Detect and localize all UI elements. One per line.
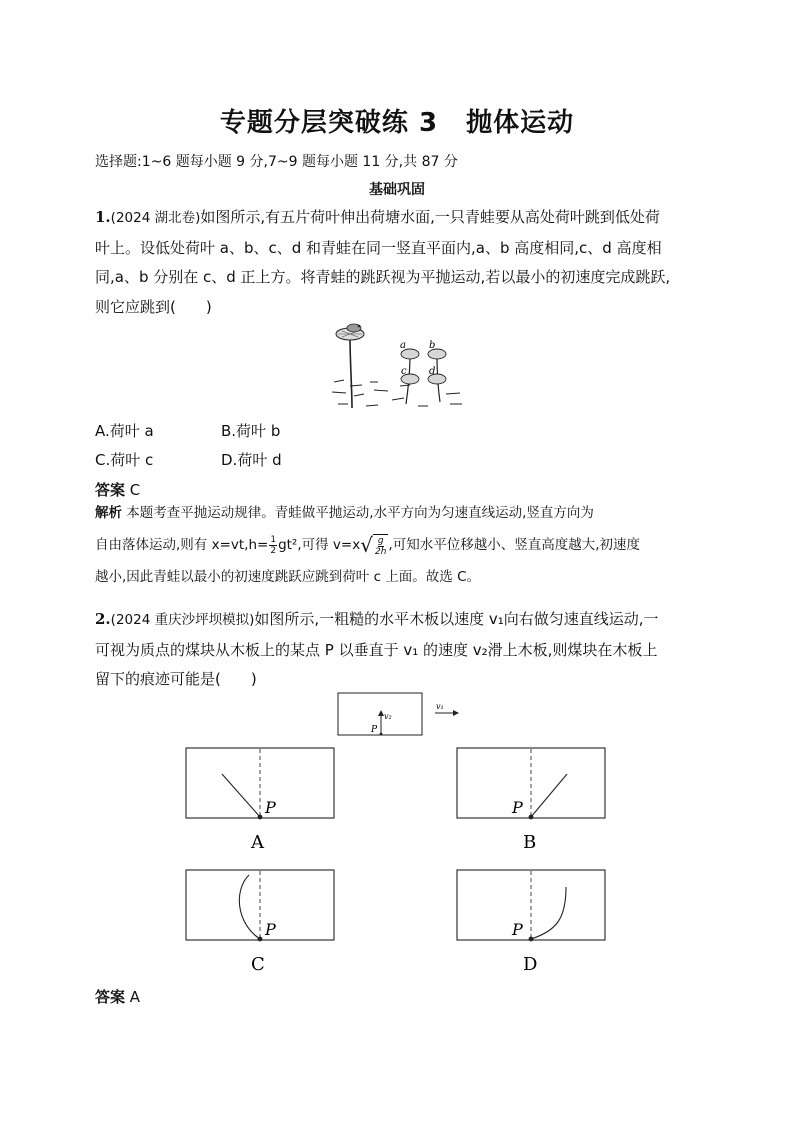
svg-text:P: P: [265, 920, 276, 939]
question-2: [95, 605, 699, 695]
svg-text:C: C: [251, 954, 265, 975]
page-title: [0, 102, 794, 139]
frog-icon: [347, 324, 361, 332]
q2-line-2: 可视为质点的煤块从木板上的某点 P 以垂直于 v₁ 的速度 v₂滑上木板,则煤块在木板上: [95, 640, 658, 659]
q1-formula-line: 自由落体运动,则有 x=vt,h= $\frac{1}{2}$ gt²,可得 v=x √ g 2h ,可知水平位移越小、竖直高度越大,初速度: [95, 533, 640, 557]
q2-line-3: 留下的痕迹可能是( ): [95, 670, 257, 688]
q1-line-2: 叶上。设低处荷叶 a、b、c、d 和青蛙在同一竖直平面内,a、b 高度相同,c、d 高度相: [95, 238, 662, 257]
svg-text:c: c: [401, 366, 407, 377]
title-main: 专题分层突破练 3: [219, 108, 439, 138]
svg-text:a: a: [400, 340, 406, 351]
q1-line-4: 则它应跳到( ): [95, 297, 212, 316]
svg-text:v₂: v₂: [384, 712, 392, 721]
title-topic: 抛体运动: [466, 108, 575, 138]
q1-option-a[interactable]: A.荷叶 a: [95, 422, 154, 440]
q1-explanation: 解析 本题考查平抛运动规律。青蛙做平抛运动,水平方向为匀速直线运动,竖直方向为 自由落体运动,则有 x=vt,h= $\frac{1}{2}$ gt²,可得 v=x √ g 2h ,可知水平位移越小、竖直高度越大,初速度 越小,因此青蛙以最小的初速度跳跃应跳到荷叶 c 上面。故选 C。: [95, 503, 701, 589]
q1-option-d[interactable]: D.荷叶 d: [221, 451, 282, 469]
q2-line-1: 2.(2024 重庆沙坪坝模拟)如图所示,一粗糙的水平木板以速度 v₁向右做匀速直线运动,一: [95, 610, 659, 628]
svg-text:d: d: [429, 366, 436, 377]
q2-option-c-figure[interactable]: [185, 869, 335, 979]
lotus-figure: [330, 320, 470, 412]
q1-line-3: 同,a、b 分别在 c、d 正上方。将青蛙的跳跃视为平抛运动,若以最小的初速度完成跳跃,: [95, 268, 671, 286]
board-figure: [337, 692, 462, 738]
sqrt-formula: √ g 2h: [360, 533, 387, 557]
instructions: 选择题:1~6 题每小题 9 分,7~9 题每小题 11 分,共 87 分: [95, 154, 458, 170]
q1-option-b[interactable]: B.荷叶 b: [221, 422, 281, 440]
q1-option-c[interactable]: C.荷叶 c: [95, 451, 154, 469]
svg-text:P: P: [371, 725, 378, 735]
q2-option-d-figure[interactable]: [456, 869, 606, 979]
high-lotus-leaf: [336, 324, 364, 408]
q2-option-a-figure[interactable]: [185, 747, 335, 857]
svg-text:v₁: v₁: [436, 702, 444, 711]
svg-text:D: D: [523, 954, 538, 975]
q2-answer: 答案 A: [95, 988, 141, 1006]
svg-text:b: b: [429, 340, 436, 351]
svg-text:B: B: [523, 832, 537, 853]
q1-answer: 答案 C: [95, 481, 141, 499]
section-heading: 基础巩固: [369, 182, 425, 198]
svg-text:A: A: [251, 832, 264, 853]
q1-line-1: 1.(2024 湖北卷)如图所示,有五片荷叶伸出荷塘水面,一只青蛙要从高处荷叶跳到低处荷: [95, 208, 660, 226]
fraction-half: $\frac{1}{2}$: [270, 534, 277, 556]
question-1: [95, 203, 699, 322]
svg-text:P: P: [265, 798, 276, 817]
q2-option-b-figure[interactable]: [456, 747, 606, 857]
svg-text:P: P: [512, 798, 523, 817]
svg-text:P: P: [512, 920, 523, 939]
